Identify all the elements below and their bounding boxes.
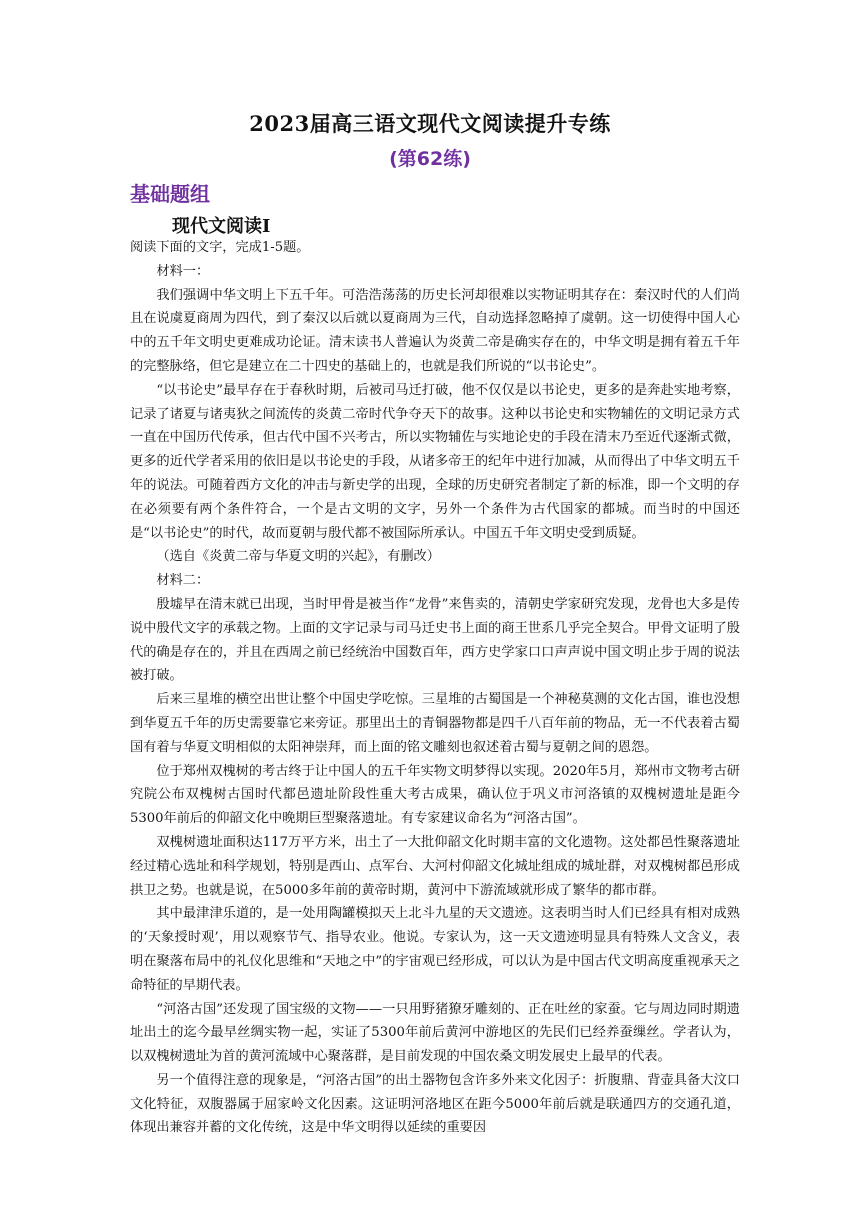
- body-paragraph: “以书论史”最早存在于春秋时期，后被司马迁打破，他不仅仅是以书论史，更多的是奔赴实地考察，记录了诸夏与诸夷狄之间流传的炎黄二帝时代争夺天下的故事。这种以书论史和实物辅佐的文明记录方式一直在中国历代传承，但古代中国不兴考古，所以实物辅佐与实地论史的手段在清末乃至近代逐渐式微，更多的近代学者采用的依旧是以书论史的手段，从诸多帝王的纪年中进行加减，从而得出了中华文明五千年的说法。可随着西方文化的冲击与新史学的出现，全球的历史研究者制定了新的标准，即一个文明的存在必须要有两个条件符合，一个是古文明的文字，另外一个条件为古代国家的都城。而当时的中国还是“以书论史”的时代，故而夏朝与殷代都不被国际所承认。中国五千年文明史受到质疑。: [130, 382, 740, 541]
- instruction-paragraph: 阅读下面的文字，完成1-5题。: [130, 240, 310, 255]
- document-title: 2023届高三语文现代文阅读提升专练: [249, 111, 611, 136]
- body-paragraph: 我们强调中华文明上下五千年。可浩浩荡荡的历史长河却很难以实物证明其存在：秦汉时代的人们尚且在说虞夏商周为四代，到了秦汉以后就以夏商周为三代，自动选择忽略掉了虞朝。这一切使得中国人心中的五千年文明史更难成功论证。清末读书人普遍认为炎黄二帝是确实存在的，中华文明是拥有着五千年的完整脉络，但它是建立在二十四史的基础上的，也就是我们所说的“以书论史”。: [130, 287, 740, 374]
- body-paragraph: 其中最津津乐道的，是一处用陶罐模拟天上北斗九星的天文遗迹。这表明当时人们已经具有相对成熟的‘天象授时观’，用以观察节气、指导农业。他说。专家认为，这一天文遗迹明显具有特殊人文含义，表明在聚落布局中的礼仪化思维和“天地之中”的宇宙观已经形成，可以认为是中国古代文明高度重视承天之命特征的早期代表。: [130, 906, 740, 993]
- article-body: [130, 236, 740, 1140]
- body-paragraph: 位于郑州双槐树的考古终于让中国人的五千年实物文明梦得以实现。2020年5月，郑州市文物考古研究院公布双槐树古国时代都邑遗址阶段性重大考古成果，确认位于巩义市河洛镇的双槐树遗址是距今5300年前后的仰韶文化中晚期巨型聚落遗址。有专家建议命名为“河洛古国”。: [130, 763, 740, 827]
- section-heading: 基础题组: [130, 182, 210, 206]
- body-paragraph: “河洛古国”还发现了国宝级的文物——一只用野猪獠牙雕刻的、正在吐丝的家蚕。它与周边同时期遗址出土的迄今最早丝绸实物一起，实证了5300年前后黄河中游地区的先民们已经养蚕缫丝。学者认为，以双槐树遗址为首的黄河流域中心聚落群，是目前发现的中国农桑文明发展史上最早的代表。: [130, 1001, 740, 1065]
- body-paragraph: 双槐树遗址面积达117万平方米，出土了一大批仰韶文化时期丰富的文化遗物。这处都邑性聚落遗址经过精心选址和科学规划，特别是西山、点军台、大河村仰韶文化城址组成的城址群，对双槐树都邑形成拱卫之势。也就是说，在5000多年前的黄帝时期，黄河中下游流域就形成了繁华的都市群。: [130, 834, 740, 898]
- body-paragraph: 后来三星堆的横空出世让整个中国史学吃惊。三星堆的古蜀国是一个神秘莫测的文化古国，谁也没想到华夏五千年的历史需要靠它来旁证。那里出土的青铜器物都是四千八百年前的物品，无一不代表着古蜀国有着与华夏文明相似的太阳神崇拜，而上面的铭文雕刻也叙述着古蜀与夏朝之间的恩怨。: [130, 692, 740, 755]
- source-citation: （选自《炎黄二帝与华夏文明的兴起》，有删改）: [156, 549, 440, 565]
- body-paragraph: 另一个值得注意的现象是，“河洛古国”的出土器物包含许多外来文化因子：折腹鼎、背壶具备大汶口文化特征，双腹器属于屈家岭文化因素。这证明河洛地区在距今5000年前后就是联通四方的交通孔道，体现出兼容并蓄的文化传统，这是中华文明得以延续的重要因: [130, 1072, 740, 1136]
- material-two-label: 材料二：: [156, 573, 210, 589]
- document-subtitle: (第62练): [389, 148, 471, 170]
- material-one-label: 材料一：: [156, 263, 210, 279]
- body-paragraph: 殷墟早在清末就已出现，当时甲骨是被当作“龙骨”来售卖的，清朝史学家研究发现，龙骨也大多是传说中殷代文字的承载之物。上面的文字记录与司马迁史书上面的商王世系几乎完全契合。甲骨文证明了殷代的确是存在的，并且在西周之前已经统治中国数百年，西方史学家口口声声说中国文明止步于周的说法被打破。: [130, 596, 740, 684]
- subsection-heading: 现代文阅读Ⅰ: [172, 216, 271, 237]
